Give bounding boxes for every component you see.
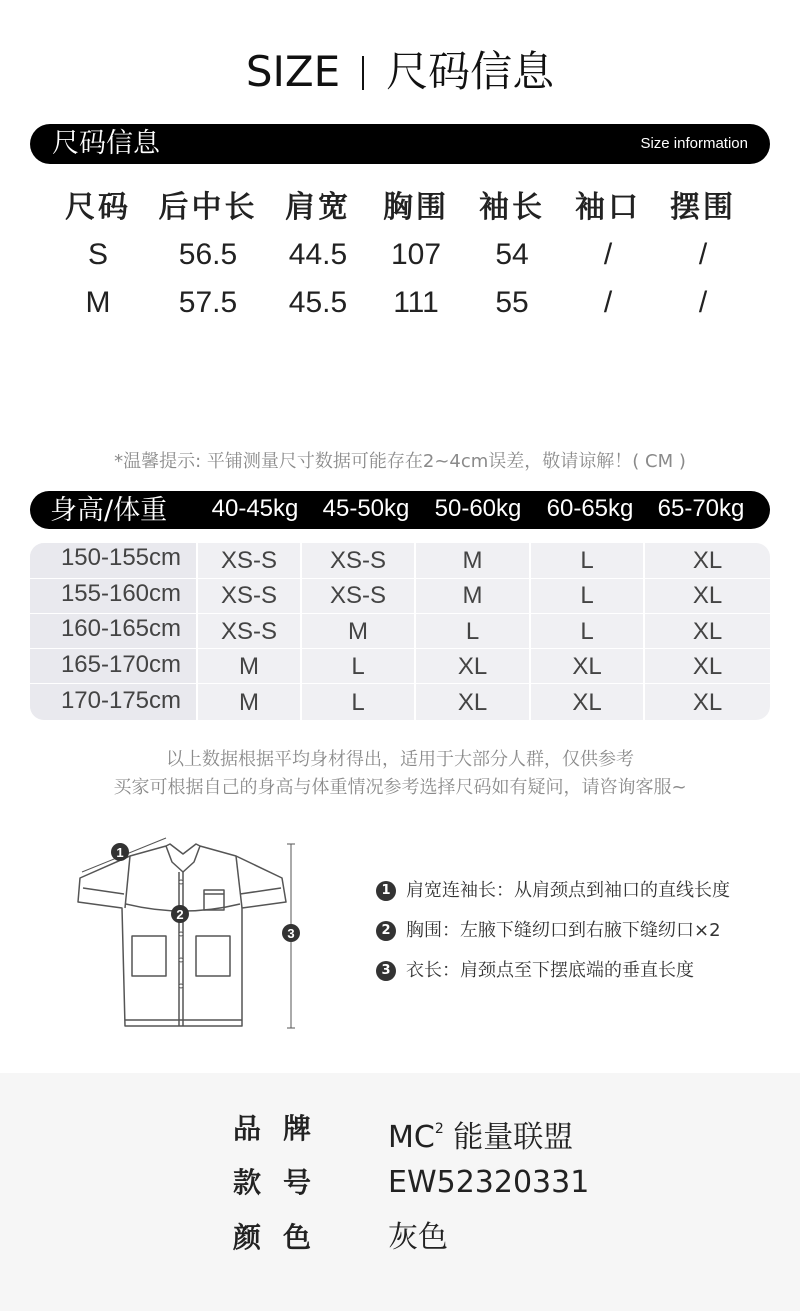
page-title <box>0 46 800 98</box>
table-cell: 56.5 <box>178 238 238 271</box>
size-cell: XS-S <box>329 582 386 609</box>
size-cell: XS-S <box>220 582 277 609</box>
height-label: 150-155cm <box>60 544 182 571</box>
style-row <box>0 1163 800 1203</box>
size-cell: L <box>580 547 594 574</box>
legend-item <box>376 951 730 991</box>
marker-2 <box>171 905 189 923</box>
legend-text: 衣长：肩颈点至下摆底端的垂直长度 <box>406 960 694 981</box>
table-row <box>0 233 800 277</box>
color-label: 颜色 <box>233 1221 334 1254</box>
legend-text: 胸围：左腋下缝纫口到右腋下缝纫口×2 <box>406 920 721 941</box>
size-cell: M <box>462 547 483 574</box>
button-dot <box>179 958 183 962</box>
legend-item <box>376 871 730 911</box>
size-cell: XL <box>692 689 723 716</box>
button-dot <box>179 984 183 988</box>
weight-header: 40-45kg <box>211 495 299 522</box>
size-cell: XS-S <box>220 547 277 574</box>
style-label: 款号 <box>233 1166 334 1199</box>
style-value: EW52320331 <box>388 1165 590 1200</box>
legend-text: 肩宽连袖长：从肩颈点到袖口的直线长度 <box>406 880 730 901</box>
table-cell: M <box>85 286 111 319</box>
weight-header: 65-70kg <box>657 495 745 522</box>
size-cell: M <box>462 582 483 609</box>
size-cell: M <box>239 653 259 680</box>
reference-header <box>30 491 770 529</box>
table-cell: 45.5 <box>288 286 348 319</box>
size-cell: XL <box>457 689 488 716</box>
legend-number: 1 <box>376 881 396 901</box>
size-cell: XL <box>572 689 602 716</box>
size-cell: XL <box>692 653 723 680</box>
size-reference-grid <box>30 543 770 720</box>
size-cell: XL <box>692 547 723 574</box>
size-cell: XL <box>457 653 488 680</box>
table-cell: 54 <box>495 238 529 271</box>
table-cell: / <box>698 238 708 271</box>
title-zh: 尺码信息 <box>386 47 555 96</box>
size-cell: XL <box>692 618 723 645</box>
height-label: 160-165cm <box>60 615 182 642</box>
title-divider <box>362 56 364 90</box>
table-cell: / <box>603 238 613 271</box>
button-dot <box>179 932 183 936</box>
garment-measurement-diagram <box>70 832 310 1038</box>
brand-label: 品牌 <box>233 1112 334 1145</box>
product-info <box>0 1073 800 1311</box>
table-cell: 107 <box>390 238 442 271</box>
reference-note-line2: 买家可根据自己的身高与体重情况参考选择尺码如有疑问，请咨询客服~ <box>113 777 687 798</box>
size-cell: XS-S <box>329 547 386 574</box>
svg-text:2: 2 <box>176 907 184 922</box>
weight-header: 50-60kg <box>434 495 522 522</box>
size-cell: L <box>580 618 594 645</box>
table-cell: 111 <box>393 286 439 319</box>
brand-superscript: 2 <box>434 1121 444 1137</box>
table-cell: S <box>87 238 108 271</box>
column-header: 后中长 <box>158 190 258 225</box>
height-label: 170-175cm <box>60 687 182 714</box>
column-header: 摆围 <box>670 190 736 225</box>
column-header: 尺码 <box>65 190 131 225</box>
measurement-tip: *温馨提示: 平铺测量尺寸数据可能存在2~4cm误差，敬请谅解！( CM ) <box>114 451 686 472</box>
marker-1 <box>111 843 129 861</box>
weight-header: 60-65kg <box>546 495 634 522</box>
button-dot <box>179 880 183 884</box>
size-table-header <box>0 186 800 230</box>
table-cell: / <box>603 286 613 319</box>
column-header: 袖口 <box>575 190 641 225</box>
size-cell: XL <box>692 582 723 609</box>
table-row <box>0 281 800 325</box>
table-cell: 44.5 <box>288 238 348 271</box>
marker-3 <box>282 924 300 942</box>
size-cell: XL <box>572 653 602 680</box>
brand-row <box>0 1109 800 1155</box>
measurement-legend <box>376 871 730 991</box>
color-row <box>0 1218 800 1258</box>
size-section-title: 尺码信息 <box>52 128 160 159</box>
table-cell: / <box>698 286 708 319</box>
size-cell: XS-S <box>220 618 277 645</box>
size-section-subtitle: Size information <box>640 135 748 152</box>
size-cell: L <box>351 653 365 680</box>
size-cell: L <box>580 582 594 609</box>
reference-note-line1: 以上数据根据平均身材得出，适用于大部分人群，仅供参考 <box>166 749 634 770</box>
size-section-header <box>30 124 770 164</box>
size-cell: L <box>465 618 480 645</box>
svg-text:1: 1 <box>116 845 124 860</box>
legend-number: 3 <box>376 961 396 981</box>
size-cell: L <box>351 689 365 716</box>
height-label: 155-160cm <box>60 580 182 607</box>
table-cell: 57.5 <box>178 286 238 319</box>
color-value: 灰色 <box>388 1220 448 1255</box>
reference-title: 身高/体重 <box>50 495 168 526</box>
table-cell: 55 <box>495 286 529 319</box>
brand-value: $MC^2$ 能量联盟 <box>388 1120 574 1155</box>
column-header: 肩宽 <box>285 190 351 225</box>
title-en: SIZE <box>245 47 341 96</box>
weight-header: 45-50kg <box>322 495 410 522</box>
height-label: 165-170cm <box>60 651 182 678</box>
column-header: 袖长 <box>479 190 545 225</box>
column-header: 胸围 <box>383 190 449 225</box>
svg-text:3: 3 <box>287 926 295 941</box>
legend-number: 2 <box>376 921 396 941</box>
legend-item <box>376 911 730 951</box>
size-cell: M <box>348 618 368 645</box>
size-cell: M <box>239 689 259 716</box>
